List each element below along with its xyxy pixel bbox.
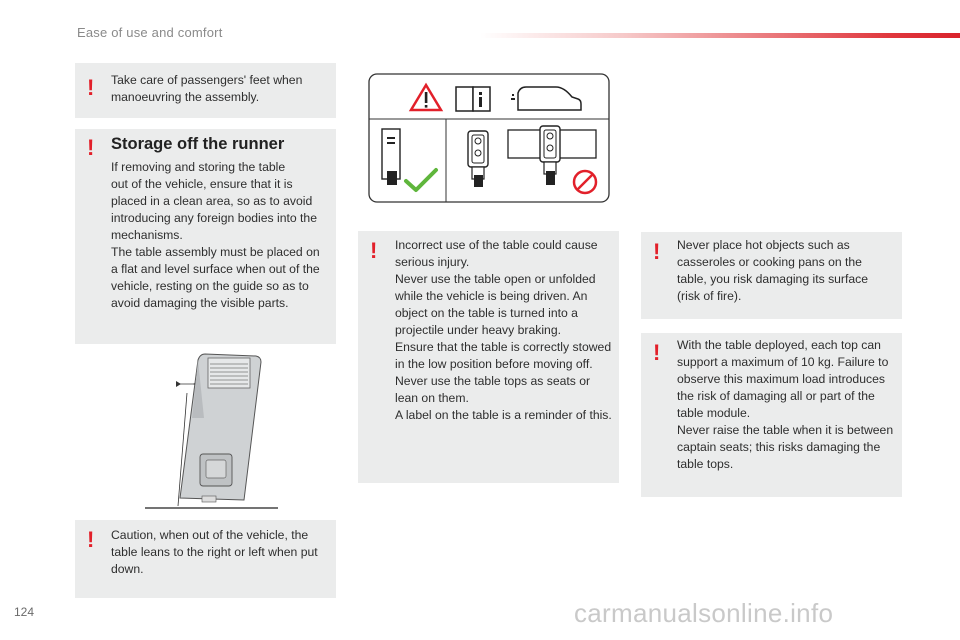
warning-icon: ! [653,340,661,365]
hot-objects-text: Never place hot objects such as casseroles or cooking pans on the table, you risk damaging its surface (risk of fire). [677,238,869,303]
warning-icon: ! [87,527,95,552]
page-number: 124 [14,605,35,619]
incorrect-use-text: Incorrect use of the table could cause serious injury. Never use the table open or unfolded while the vehicle is being driven. An object on the table is turned into a projectile under heavy braking. Ensure that the table is correctly stowed in the low position before moving off. Never use the table tops as seats or lean on them. A label on the table is a reminder of this. [395,238,612,422]
warning-text-feet: Take care of passengers' feet when manoeuvring the assembly. [111,73,303,104]
warning-icon: ! [653,239,661,264]
warning-icon: ! [87,75,95,100]
manual-info-icon [456,87,490,111]
section-title: Ease of use and comfort [77,25,223,40]
max-load-text: With the table deployed, each top can support a maximum of 10 kg. Failure to observe this maximum load introduces the risk of damaging all or part of the table module. Never raise the table when it is between captain seats; this risks damaging the table tops. [677,338,894,471]
table-lean-illustration [140,348,290,513]
table-warning-label-diagram [368,73,610,203]
header-accent-bar [480,33,960,38]
watermark: carmanualsonline.info [574,598,834,628]
warning-icon: ! [87,135,95,160]
caution-text: Caution, when out of the vehicle, the table leans to the right or left when put down. [111,528,318,576]
warning-icon: ! [370,238,378,263]
storage-text: If removing and storing the table out of the vehicle, ensure that it is placed in a clean area, so as to avoid introducing any foreign bodies into the mechanisms. The table assembly must be placed on a flat and level surface when out of the vehicle, resting on the guide so as to avoid damaging the visible parts. [111,160,320,310]
storage-heading: Storage off the runner [111,135,285,153]
